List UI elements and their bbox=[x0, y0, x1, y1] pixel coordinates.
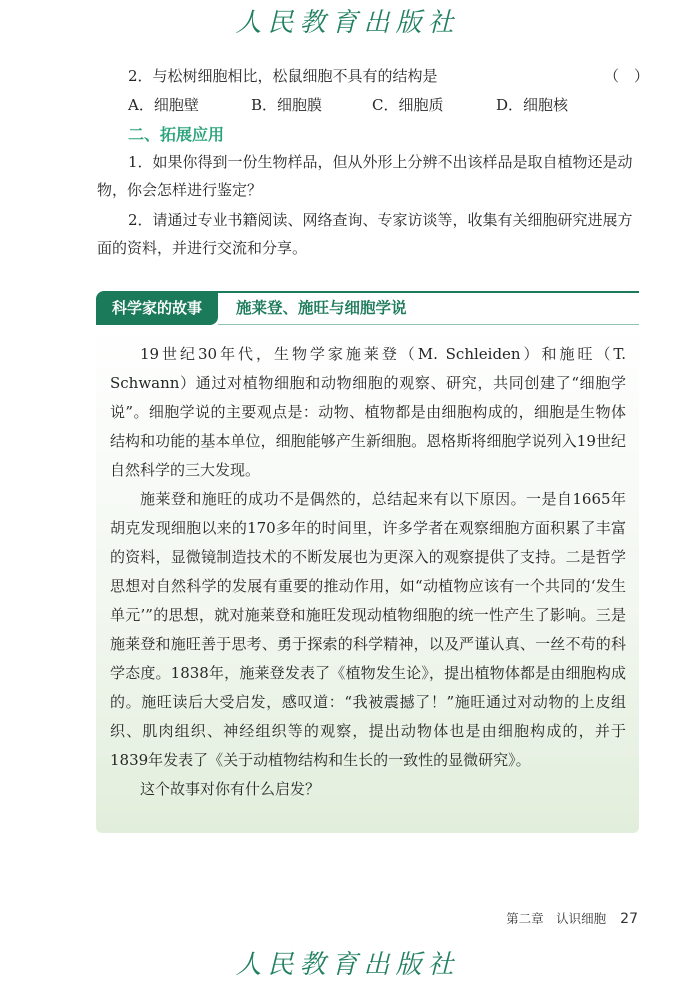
extension-item-2: 2．请通过专业书籍阅读、网络查询、专家访谈等，收集有关细胞研究进展方面的资料，并进行交流和分享。 bbox=[97, 211, 633, 257]
page-footer bbox=[506, 909, 638, 927]
answer-blank: （ ） bbox=[604, 67, 650, 85]
answer-options bbox=[128, 95, 648, 115]
option-d: D．细胞核 bbox=[496, 96, 569, 114]
story-badge: 科学家的故事 bbox=[96, 291, 218, 325]
page-number: 27 bbox=[620, 911, 638, 927]
option-b: B．细胞膜 bbox=[251, 96, 323, 114]
option-a: A．细胞壁 bbox=[128, 96, 199, 114]
story-body bbox=[110, 340, 626, 804]
story-header bbox=[96, 291, 639, 325]
section-heading-extension: 二、拓展应用 bbox=[128, 125, 225, 144]
story-paragraph: 施莱登和施旺的成功不是偶然的，总结起来有以下原因。一是自1665年胡克发现细胞以来的170多年的时间里，许多学者在观察细胞方面积累了丰富的资料，显微镜制造技术的不断发展也为更深入的观察提供了支持。二是哲学思想对自然科学的发展有重要的推动作用，如“动植物应该有一个共同的‘发生单元’”的思想，就对施莱登和施旺发现动植物细胞的统一性产生了影响。三是施莱登和施旺善于思考、勇于探索的科学精神，以及严谨认真、一丝不苟的科学态度。1838年，施莱登发表了《植物发生论》，提出植物体都是由细胞构成的。施旺读后大受启发，感叹道：“我被震撼了！”施旺通过对动物的上皮组织、肌肉组织、神经组织等的观察，提出动物体也是由细胞构成的，并于1839年发表了《关于动植物结构和生长的一致性的显微研究》。 bbox=[110, 490, 626, 769]
story-paragraph: 19世纪30年代，生物学家施莱登（M. Schleiden）和施旺（T. Schwann）通过对植物细胞和动物细胞的观察、研究，共同创建了“细胞学说”。细胞学说的主要观点是：动物、植物都是由细胞构成的，细胞是生物体结构和功能的基本单位，细胞能够产生新细胞。恩格斯将细胞学说列入19世纪自然科学的三大发现。 bbox=[110, 345, 626, 479]
story-question: 这个故事对你有什么启发？ bbox=[140, 780, 321, 798]
story-title: 施莱登、施旺与细胞学说 bbox=[236, 299, 407, 317]
question-2: 2．与松树细胞相比，松鼠细胞不具有的结构是 bbox=[128, 67, 438, 85]
option-c: C．细胞质 bbox=[372, 96, 444, 114]
publisher-logo-bottom: 人民教育出版社 bbox=[235, 950, 460, 980]
chapter-label: 第二章 认识细胞 bbox=[506, 911, 607, 926]
extension-item-1: 1．如果你得到一份生物样品，但从外形上分辨不出该样品是取自植物还是动物，你会怎样进行鉴定？ bbox=[97, 153, 633, 199]
publisher-logo-top: 人民教育出版社 bbox=[235, 8, 460, 38]
